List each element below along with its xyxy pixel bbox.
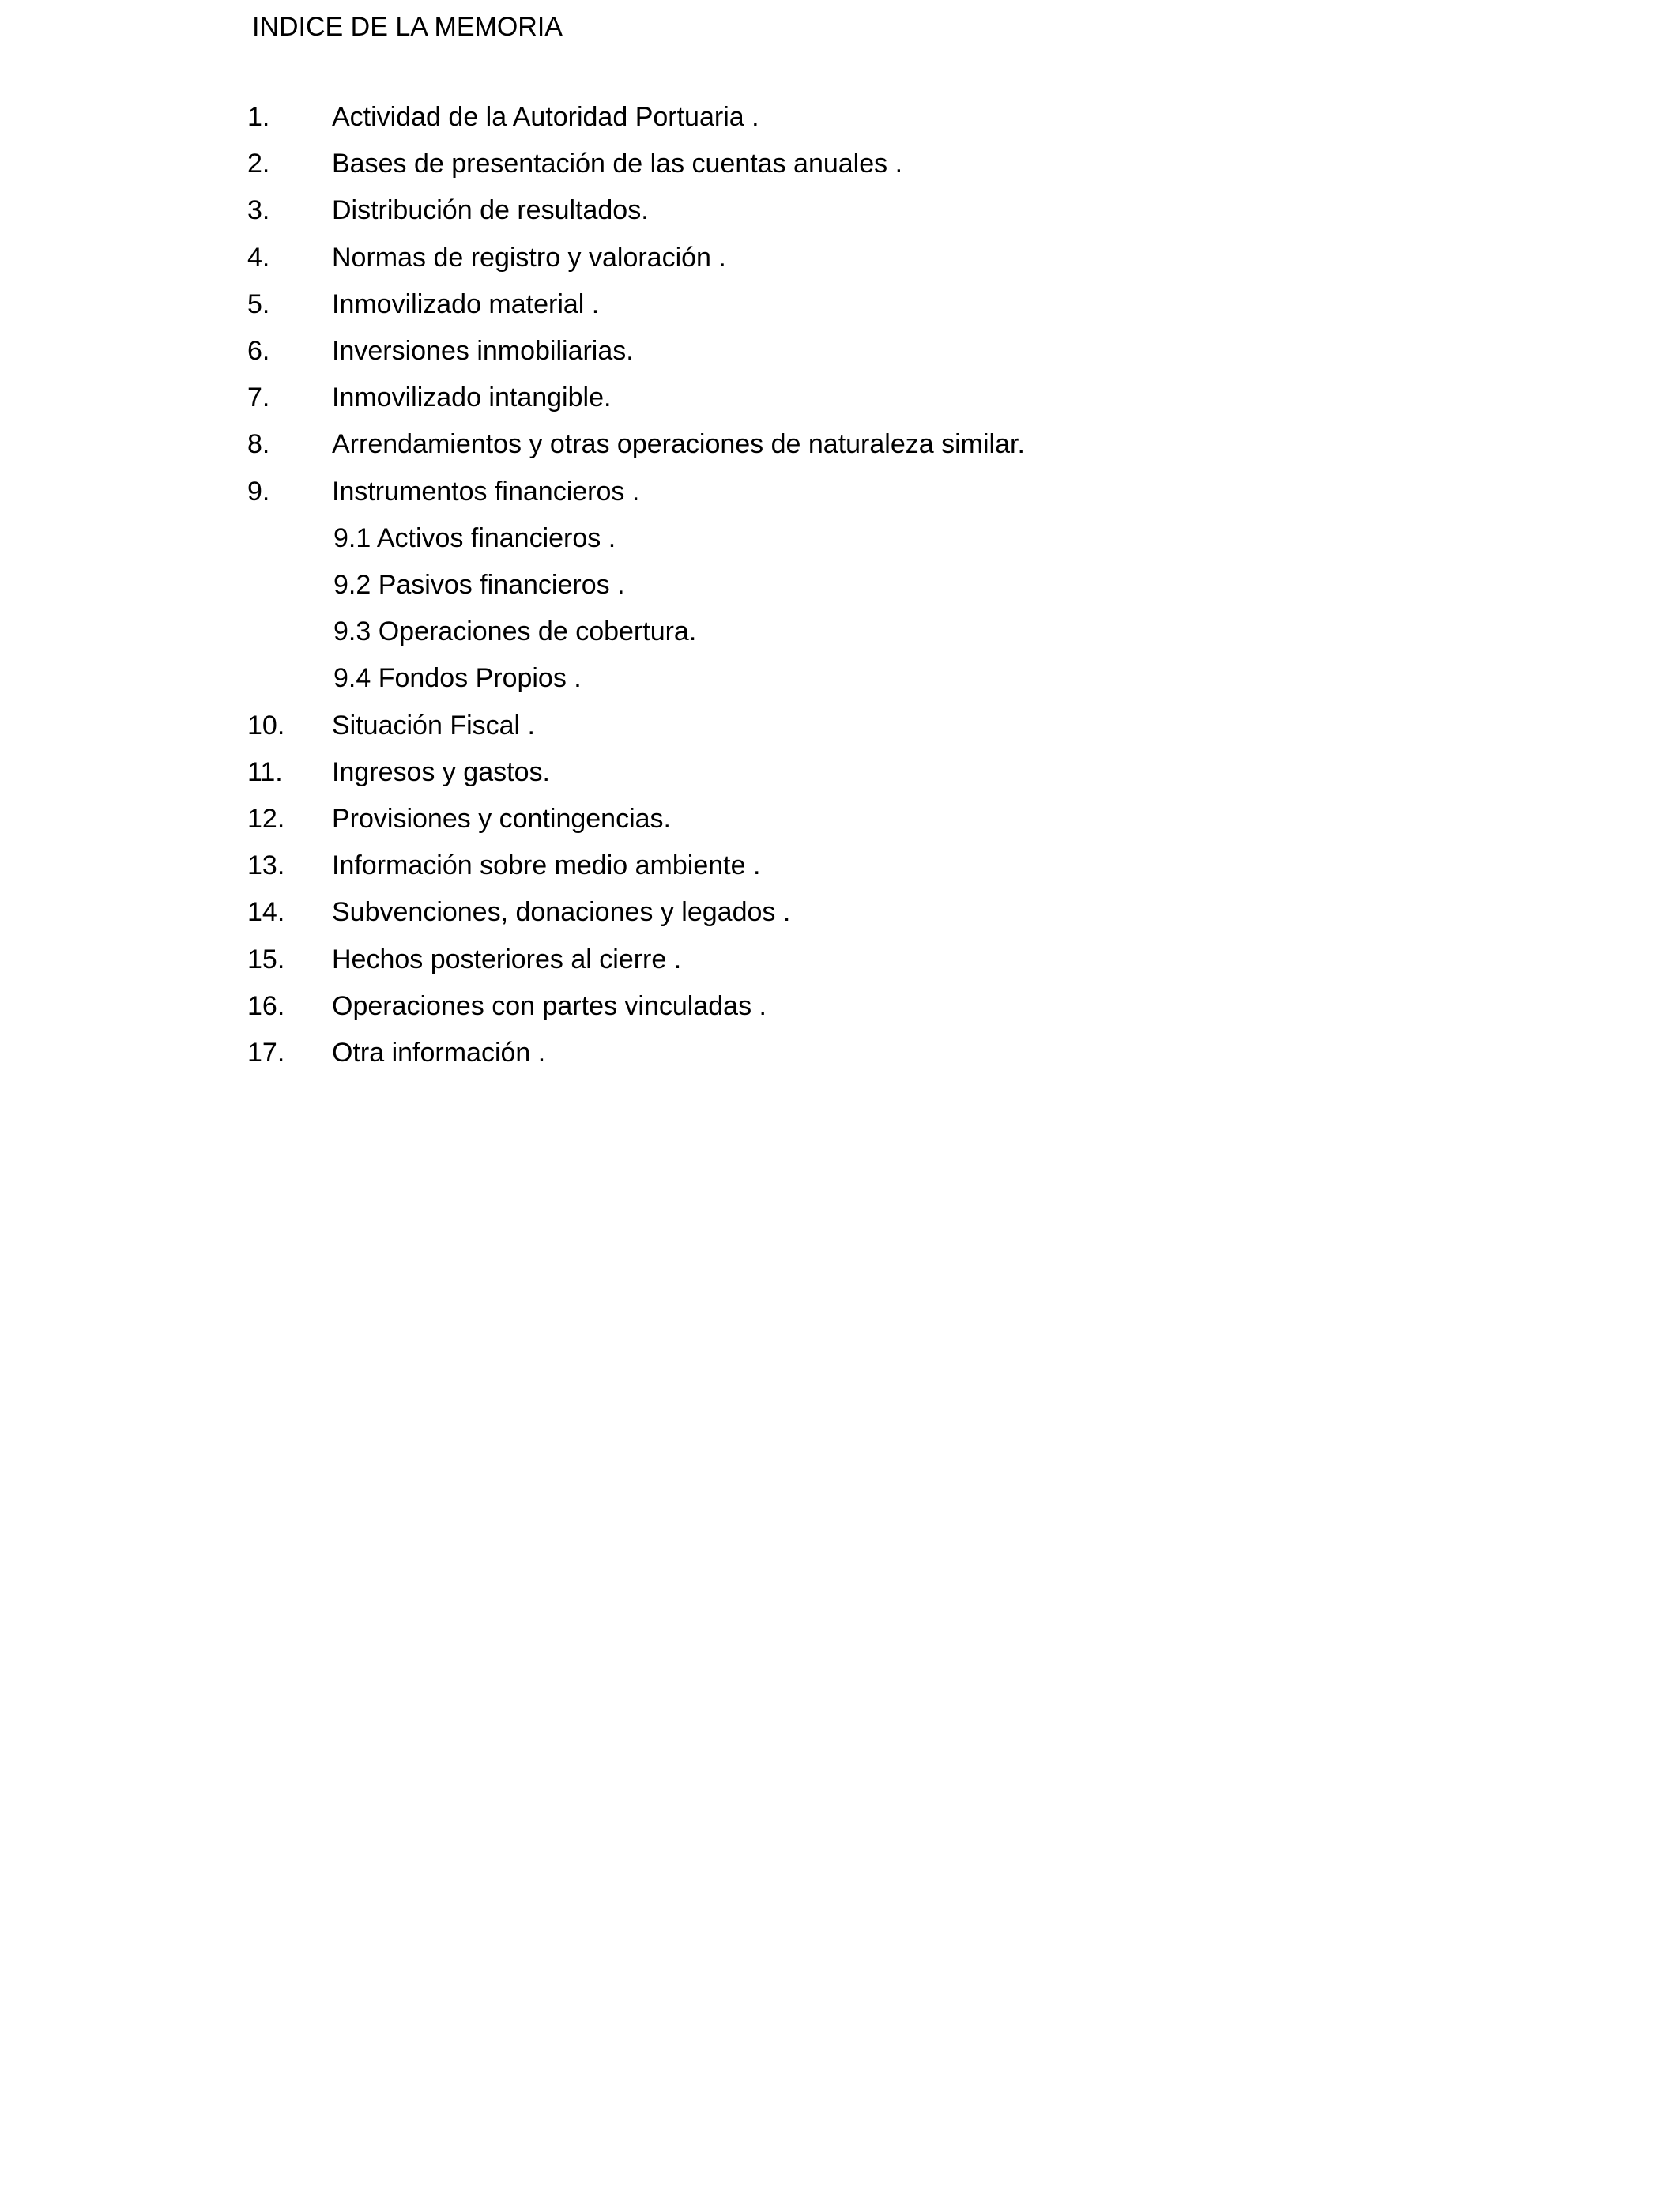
toc-entry-label: Provisiones y contingencias.	[332, 804, 672, 834]
toc-entry	[0, 96, 1680, 138]
toc-entry-number: 15.	[247, 944, 285, 974]
toc-entry-number: 14.	[247, 897, 285, 927]
toc-entry-number: 3.	[247, 195, 270, 225]
toc-entry-number: 2.	[247, 149, 270, 179]
toc-entry-label: Actividad de la Autoridad Portuaria .	[332, 102, 759, 132]
toc-entry	[0, 377, 1680, 418]
toc-entry	[0, 939, 1680, 980]
toc-entry-label: Hechos posteriores al cierre .	[332, 944, 682, 974]
toc-entry-label: Ingresos y gastos.	[332, 757, 550, 787]
toc-entry-number: 10.	[247, 711, 285, 741]
toc-entry-label: 9.2 Pasivos financieros .	[333, 570, 625, 600]
toc-entry	[0, 284, 1680, 325]
toc-entry-number: 1.	[247, 102, 270, 132]
toc-entry	[0, 798, 1680, 839]
toc-entry-label: 9.3 Operaciones de cobertura.	[333, 616, 697, 647]
toc-entry	[0, 752, 1680, 793]
toc-entry-label: Inversiones inmobiliarias.	[332, 336, 634, 366]
toc-entry-number: 8.	[247, 429, 270, 459]
toc-entry	[0, 986, 1680, 1027]
toc-entry-number: 17.	[247, 1038, 285, 1068]
toc-entry-label: Bases de presentación de las cuentas anuales .	[332, 149, 903, 179]
toc-entry	[0, 190, 1680, 231]
toc-entry-label: Inmovilizado intangible.	[332, 383, 612, 413]
toc-entry-label: Instrumentos financieros .	[332, 477, 640, 507]
toc-entry-label: Normas de registro y valoración .	[332, 243, 726, 273]
toc-entry-label: Situación Fiscal .	[332, 711, 535, 741]
toc-entry-label: 9.4 Fondos Propios .	[333, 663, 582, 693]
toc-entry-label: 9.1 Activos financieros .	[333, 523, 616, 553]
toc-entry-number: 13.	[247, 850, 285, 880]
toc-entry	[0, 237, 1680, 278]
toc-entry	[0, 424, 1680, 465]
toc-entry-number: 4.	[247, 243, 270, 273]
toc-entry-number: 7.	[247, 383, 270, 413]
page-title: INDICE DE LA MEMORIA	[252, 12, 563, 42]
toc-entry-label: Operaciones con partes vinculadas .	[332, 991, 767, 1021]
toc-entry	[0, 845, 1680, 886]
toc-entry-number: 11.	[247, 757, 283, 787]
toc-subentry	[0, 658, 1680, 699]
toc-entry-number: 12.	[247, 804, 285, 834]
toc-subentry	[0, 518, 1680, 559]
toc-entry-label: Arrendamientos y otras operaciones de naturaleza similar.	[332, 429, 1025, 459]
toc-entry	[0, 143, 1680, 184]
toc-entry	[0, 471, 1680, 512]
toc-entry-number: 5.	[247, 289, 270, 319]
toc-subentry	[0, 611, 1680, 652]
toc-entry-label: Distribución de resultados.	[332, 195, 649, 225]
toc-entry-label: Información sobre medio ambiente .	[332, 850, 761, 880]
toc-entry-number: 6.	[247, 336, 270, 366]
toc-entry-label: Inmovilizado material .	[332, 289, 600, 319]
toc-subentry	[0, 564, 1680, 605]
toc-entry	[0, 1032, 1680, 1073]
toc-entry-label: Subvenciones, donaciones y legados .	[332, 897, 791, 927]
toc-entry	[0, 892, 1680, 933]
toc-entry-label: Otra información .	[332, 1038, 546, 1068]
toc-entry	[0, 705, 1680, 746]
toc-entry-number: 16.	[247, 991, 285, 1021]
toc-entry-number: 9.	[247, 477, 270, 507]
toc-entry	[0, 330, 1680, 371]
